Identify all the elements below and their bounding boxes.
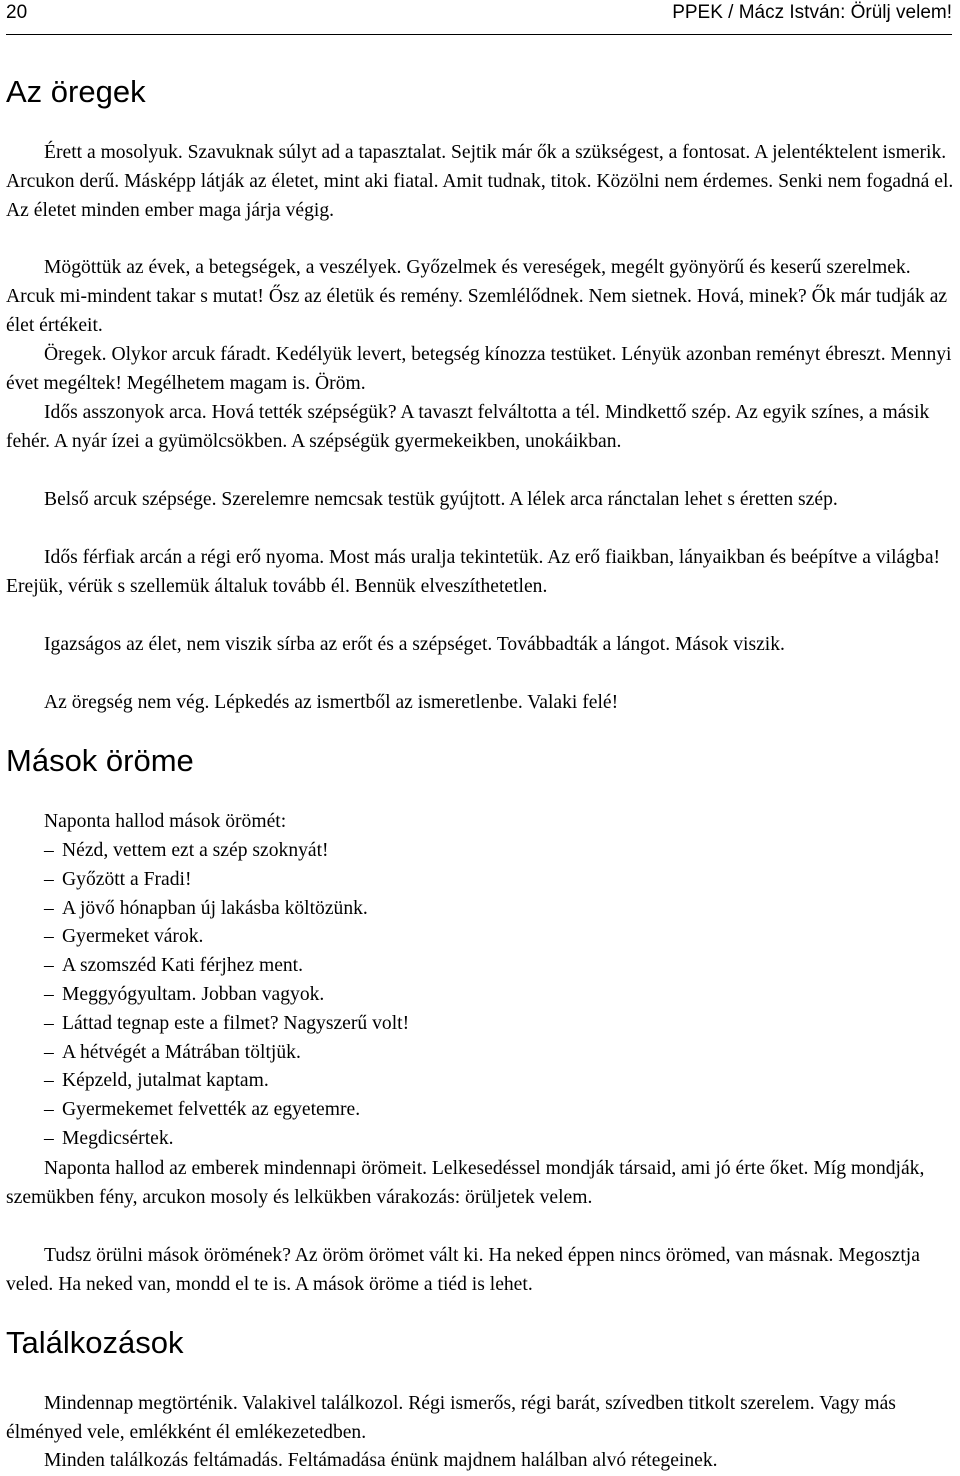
list-item: – Megdicsértek.	[44, 1127, 174, 1149]
paragraph: Naponta hallod az emberek mindennapi örömeit. Lelkesedéssel mondják társaid, ami jó érte őket. Míg mondják, szemükben fény, arcukon mosoly és lelkükben várakozás: örüljetek velem.	[6, 1158, 925, 1208]
section-title-talalkozasok: Találkozások	[6, 1325, 184, 1360]
list-item: – A szomszéd Kati férjhez ment.	[44, 955, 304, 977]
paragraph: Belső arcuk szépsége. Szerelemre nemcsak testük gyújtott. A lélek arca ránctalan lehet s éretten szép.	[44, 489, 838, 510]
running-title: PPEK / Mácz István: Örülj velem!	[672, 2, 952, 23]
paragraph: Idős férfiak arcán a régi erő nyoma. Most más uralja tekintetük. Az erő fiaikban, lányaikban és beépítve a világba! Erejük, vérük s szellemük általuk tovább él. Bennük elveszíthetetlen.	[6, 547, 941, 597]
list-item: – A hétvégét a Mátrában töltjük.	[44, 1041, 301, 1063]
list-item: – Képzeld, jutalmat kaptam.	[44, 1070, 269, 1092]
paragraph: Mindennap megtörténik. Valakivel találkozol. Régi ismerős, régi barát, szívedben titkolt szerelem. Vagy más élményed vele, emlékként él emlékezetedben.	[6, 1393, 896, 1443]
paragraph: Tudsz örülni mások örömének? Az öröm örömet vált ki. Ha neked éppen nincs örömed, van másnak. Megosztja veled. Ha neked van, mondd el te is. A mások öröme a tiéd is lehet.	[6, 1245, 920, 1295]
list-item: – Meggyógyultam. Jobban vagyok.	[44, 983, 325, 1005]
page-number: 20	[6, 2, 28, 23]
list-item: – Nézd, vettem ezt a szép szoknyát!	[44, 840, 329, 861]
running-header	[6, 0, 952, 24]
paragraph: Öregek. Olykor arcuk fáradt. Kedélyük levert, betegség kínozza testüket. Lényük azonban reményt ébreszt. Mennyi évet megéltek! Megélhetem magam is. Öröm.	[6, 344, 952, 394]
header-divider	[6, 34, 952, 35]
paragraph: Idős asszonyok arca. Hová tették szépségük? A tavaszt felváltotta a tél. Mindkettő szép. Az egyik színes, a másik fehér. A nyár ízei a gyümölcsökben. A szépségük gyermekeikben, unokáikban.	[6, 402, 930, 452]
list-item: – Győzött a Fradi!	[44, 868, 192, 890]
paragraph: Mögöttük az évek, a betegségek, a veszélyek. Győzelmek és vereségek, megélt gyönyörű és keserű szerelmek. Arcuk mi-mindent takar s mutat! Ősz az életük és remény. Szemlélődnek. Nem sietnek. Hová, minek? Ők már tudják az élet értékeit.	[6, 257, 948, 336]
list-item: – Gyermeket várok.	[44, 926, 204, 948]
paragraph: Minden találkozás feltámadás. Feltámadása énünk majdnem halálban alvó rétegeinek.	[44, 1450, 718, 1471]
paragraph: Érett a mosolyuk. Szavuknak súlyt ad a tapasztalat. Sejtik már ők a szükségest, a fontosat. A jelentéktelent ismerik. Arcukon derű. Másképp látják az életet, mint aki fiatal. Amit tudnak, titok. Közölni nem érdemes. Senki nem fogadná el. Az életet minden ember maga járja végig.	[6, 142, 954, 221]
section-title-masok-orome: Mások öröme	[6, 743, 194, 778]
section-title-az-oregek: Az öregek	[6, 74, 146, 109]
list-item: – Láttad tegnap este a filmet? Nagyszerű volt!	[44, 1012, 410, 1034]
list-item: – A jövő hónapban új lakásba költözünk.	[44, 897, 368, 919]
paragraph: Igazságos az élet, nem viszik sírba az erőt és a szépséget. Továbbadták a lángot. Mások viszik.	[44, 634, 785, 655]
quote-list	[44, 837, 409, 1154]
intro-paragraph: Naponta hallod mások örömét:	[44, 811, 287, 832]
list-item: – Gyermekemet felvették az egyetemre.	[44, 1099, 361, 1121]
paragraph: Az öregség nem vég. Lépkedés az ismertből az ismeretlenbe. Valaki felé!	[44, 692, 619, 713]
